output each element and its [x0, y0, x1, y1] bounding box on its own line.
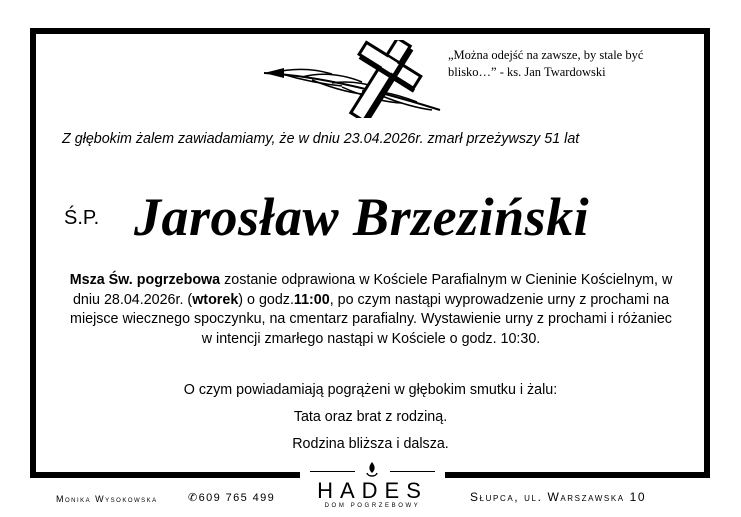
intro-text: Z głębokim żalem zawiadamiamy, że w dniu 23.04.2026r. zmarł przeżywszy 51 lat: [62, 131, 580, 147]
mass-time: 11:00: [293, 291, 330, 308]
quote-line-2: blisko…” - ks. Jan Twardowski: [448, 65, 606, 79]
logo-brand: HADES: [317, 478, 428, 503]
phone-icon: ✆: [188, 492, 199, 504]
quote-line-1: „Można odejść na zawsze, by stale być: [448, 48, 644, 62]
quote: [448, 47, 698, 81]
border-frame-bottom-right: [445, 472, 710, 478]
mass-text-2: ) o godz.: [238, 291, 294, 308]
notice-text: O czym powiadamiają pogrążeni w głębokim smutku i żalu:: [183, 382, 558, 398]
logo-line-left: [310, 471, 355, 472]
family-line-2: Rodzina bliższa i dalsza.: [292, 436, 449, 452]
logo-subtitle: DOM POGRZEBOWY: [324, 503, 421, 509]
family-line-1: Tata oraz brat z rodziną.: [293, 409, 448, 425]
mass-weekday: wtorek: [192, 291, 239, 308]
prefix-sp: Ś.P.: [64, 207, 100, 229]
mass-label: Msza Św. pogrzebowa: [69, 272, 221, 288]
mass-text-3: , po czym nastąpi wyprowadzenie urny z prochami na miejsce wiecznego spoczynku, na cmentarz parafialny. Wystawienie urny z prochami i różaniec w intencji zmarłego nastąpi w Kościele o godz. 10:30.: [70, 291, 672, 347]
deceased-name: Jarosław Brzeziński: [134, 187, 590, 247]
footer-phone-number: 609 765 499: [198, 492, 276, 504]
logo-line-right: [390, 471, 435, 472]
hades-logo: [310, 461, 435, 513]
cross-with-palm-icon: [262, 40, 442, 118]
flame-icon: [365, 461, 379, 479]
footer-contact-name: Monika Wysokowska: [56, 494, 158, 504]
border-frame-bottom-left: [30, 472, 300, 478]
mass-details: [66, 271, 676, 349]
footer-address: Słupca, ul. Warszawska 10: [470, 490, 647, 504]
mass-text-1: zostanie odprawiona w Kościele Parafialnym w Cieninie Kościelnym, w dniu 28.04.2026r. (: [72, 272, 673, 308]
footer-phone: [188, 491, 275, 504]
